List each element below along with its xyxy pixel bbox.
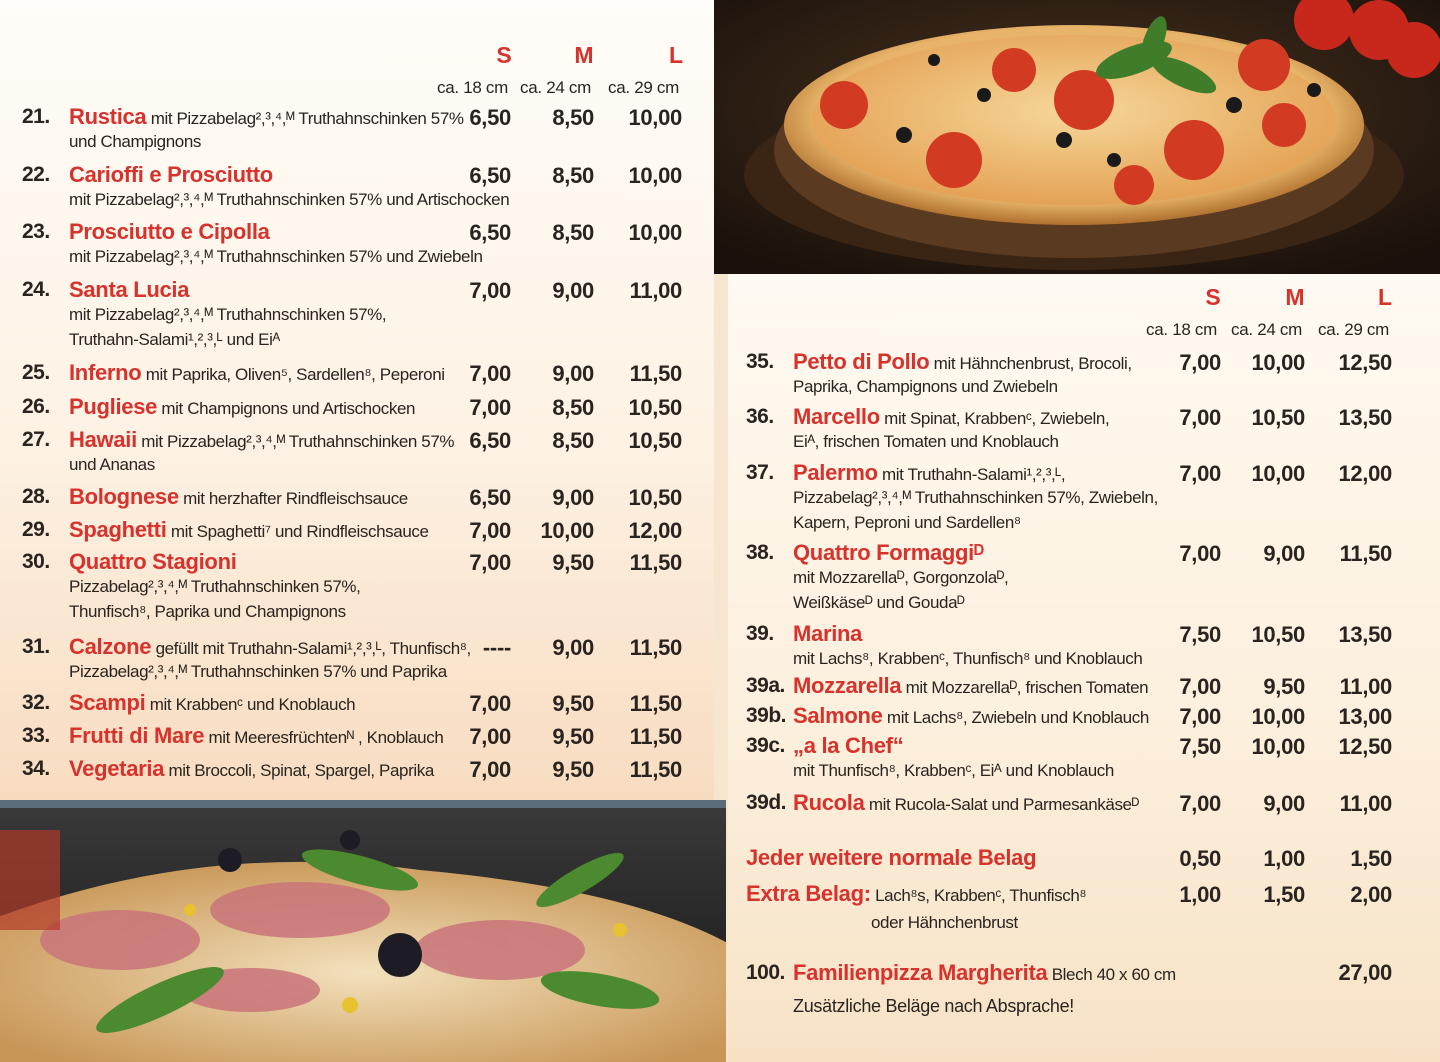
price-m: 10,00 [1251,734,1305,759]
price-s: 7,50 [1179,734,1221,759]
item-number: 37. [746,461,774,484]
item-name: Quattro Formaggiᴰ [793,540,984,565]
price-l: 12,00 [628,518,682,543]
item-number: 28. [22,485,50,508]
item-number: 25. [22,361,50,384]
item-title-line [69,549,237,575]
item-number: 39a. [746,674,785,697]
item-title-line [69,517,429,543]
item-description: mit Spaghetti⁷ und Rindfleischsauce [166,522,429,541]
item-title-line [69,104,464,130]
item-title-line [69,723,443,749]
item-name: Scampi [69,690,146,715]
item-number: 35. [746,350,774,373]
price-l: 10,00 [628,220,682,245]
item-title-line [69,756,434,782]
item-number: 33. [22,724,50,747]
item-description: mit Pizzabelag²,³,⁴,ᴹ Truthahnschinken 57% [146,109,464,128]
price-s: 7,00 [469,518,511,543]
item-description-line3: Truthahn-Salami¹,²,³,ᴸ und Eiᴬ [69,330,280,349]
item-description-line2: Pizzabelag²,³,⁴,ᴹ Truthahnschinken 57% und Paprika [69,662,447,681]
size-s-label: S [496,42,512,68]
price-s: 7,00 [469,691,511,716]
item-description: mit herzhafter Rindfleischsauce [178,489,408,508]
item-description: mit Mozzarellaᴰ, frischen Tomaten [901,678,1149,697]
price-l: 10,50 [628,395,682,420]
family-pizza-line [793,960,1176,986]
price-s: 7,00 [469,757,511,782]
size-m-cm-right: ca. 24 cm [1231,320,1302,339]
price-l: 12,00 [1338,461,1392,486]
item-number: 22. [22,163,50,186]
price-s: 7,00 [1179,405,1221,430]
item-title-line [793,703,1149,729]
price-m: 10,00 [1251,704,1305,729]
item-description: mit Broccoli, Spinat, Spargel, Paprika [164,761,434,780]
item-description: mit Truthahn-Salami¹,²,³,ᴸ, [877,465,1066,484]
item-description: mit Hähnchenbrust, Brocoli, [929,354,1132,373]
item-title-line [69,394,415,420]
item-title-line [793,733,903,759]
item-name: Inferno [69,360,142,385]
price-m: 8,50 [552,428,594,453]
item-name: Bolognese [69,484,179,509]
item-description-line2: mit Pizzabelag²,³,⁴,ᴹ Truthahnschinken 57%, [69,305,387,324]
size-l-label-right: L [1377,284,1393,310]
item-description-line3: Kapern, Peproni und Sardellen⁸ [793,513,1021,532]
price-l: 13,00 [1338,704,1392,729]
price-l: 10,50 [628,485,682,510]
item-description: mit Lachs⁸, Zwiebeln und Knoblauch [882,708,1149,727]
price-l: 11,50 [1339,541,1392,566]
price-s: ---- [482,635,511,660]
price-m: 9,50 [552,550,594,575]
extra-special-line [746,881,1086,907]
item-title-line [69,484,408,510]
item-name: Calzone [69,634,152,659]
item-number: 39b. [746,704,787,727]
extra-special-desc2: oder Hähnchenbrust [871,913,1018,932]
item-title-line [793,621,862,647]
item-name: Salmone [793,703,883,728]
price-l: 11,50 [629,757,682,782]
price-m: 9,00 [552,485,594,510]
price-l: 11,50 [629,361,682,386]
price-m: 9,50 [552,757,594,782]
price-m: 9,00 [1263,791,1305,816]
item-description-line2: mit Mozzarellaᴰ, Gorgonzolaᴰ, [793,568,1009,587]
item-description: mit Spinat, Krabbenᶜ, Zwiebeln, [879,409,1110,428]
price-s: 6,50 [469,485,511,510]
item-name: Hawaii [69,427,137,452]
price-s: 7,00 [469,550,511,575]
item-description: mit Champignons und Artischocken [157,399,416,418]
price-s: 7,00 [469,395,511,420]
family-pizza-name: Familienpizza Margherita [793,960,1048,985]
item-title-line [69,360,445,386]
item-name: Pugliese [69,394,158,419]
price-l: 12,50 [1338,350,1392,375]
size-m-label-right: M [1285,284,1305,310]
price-s: 7,00 [469,724,511,749]
price-s: 7,00 [1179,541,1221,566]
price-l: 11,00 [629,278,682,303]
pizza-photo-top [714,0,1440,274]
price-m: 8,50 [552,395,594,420]
price-m: 9,00 [552,278,594,303]
price-m: 10,50 [1251,622,1305,647]
item-number: 32. [22,691,50,714]
extra-topping-price-l: 1,50 [1350,846,1392,871]
item-title-line [793,673,1148,699]
item-title-line [793,349,1132,375]
price-m: 9,50 [552,724,594,749]
price-m: 10,00 [1251,350,1305,375]
item-title-line [793,540,984,566]
item-number: 29. [22,518,50,541]
item-number: 31. [22,635,50,658]
price-l: 11,50 [629,635,682,660]
price-s: 7,00 [1179,461,1221,486]
price-m: 8,50 [552,105,594,130]
price-l: 11,50 [629,691,682,716]
item-description-line2: mit Pizzabelag²,³,⁴,ᴹ Truthahnschinken 57% und Zwiebeln [69,247,483,266]
price-s: 6,50 [469,220,511,245]
item-title-line [69,427,454,453]
item-number: 21. [22,105,50,128]
price-m: 9,00 [1263,541,1305,566]
extra-topping-label: Jeder weitere normale Belag [746,845,1037,870]
item-number: 39d. [746,791,787,814]
item-name: Marina [793,621,863,646]
item-description-line2: und Ananas [69,455,155,474]
item-title-line [793,404,1109,430]
size-s-label-right: S [1205,284,1221,310]
size-m-label: M [574,42,594,68]
item-number: 24. [22,278,50,301]
price-s: 7,00 [469,361,511,386]
item-description: mit Krabbenᶜ und Knoblauch [145,695,356,714]
price-s: 6,50 [469,105,511,130]
item-title-line [793,460,1065,486]
price-s: 7,00 [1179,791,1221,816]
extra-special-price-s: 1,00 [1179,882,1221,907]
price-m: 9,50 [1263,674,1305,699]
size-l-cm-right: ca. 29 cm [1318,320,1389,339]
item-name: Frutti di Mare [69,723,205,748]
item-number: 26. [22,395,50,418]
item-title-line [69,690,355,716]
item-title-line [69,634,471,660]
price-l: 13,50 [1338,405,1392,430]
item-number: 39c. [746,734,785,757]
price-s: 7,00 [469,278,511,303]
price-m: 10,00 [540,518,594,543]
item-number: 36. [746,405,774,428]
item-description-line2: Paprika, Champignons und Zwiebeln [793,377,1058,396]
item-name: Santa Lucia [69,277,190,302]
price-m: 10,50 [1251,405,1305,430]
item-description-line2: Pizzabelag²,³,⁴,ᴹ Truthahnschinken 57%, Zwiebeln, [793,488,1158,507]
item-description: mit Pizzabelag²,³,⁴,ᴹ Truthahnschinken 57% [136,432,455,451]
price-l: 13,50 [1338,622,1392,647]
item-name: Quattro Stagioni [69,549,237,574]
item-description: mit Rucola-Salat und Parmesankäseᴰ [864,795,1139,814]
item-name: Rustica [69,104,147,129]
item-description-line2: Pizzabelag²,³,⁴,ᴹ Truthahnschinken 57%, [69,577,361,596]
item-number: 23. [22,220,50,243]
item-description-line3: Weißkäseᴰ und Goudaᴰ [793,593,965,612]
family-pizza-number: 100. [746,961,785,984]
item-description-line2: mit Thunfisch⁸, Krabbenᶜ, Eiᴬ und Knoblauch [793,761,1114,780]
price-s: 7,00 [1179,704,1221,729]
price-l: 11,00 [1339,674,1392,699]
size-s-cm-right: ca. 18 cm [1146,320,1217,339]
price-s: 7,50 [1179,622,1221,647]
item-name: Mozzarella [793,673,902,698]
price-l: 10,00 [628,105,682,130]
price-s: 7,00 [1179,350,1221,375]
item-description: mit Meeresfrüchtenᴺ , Knoblauch [204,728,444,747]
size-l-label: L [668,42,684,68]
item-description-line3: Thunfisch⁸, Paprika und Champignons [69,602,346,621]
price-m: 9,00 [552,635,594,660]
item-name: Marcello [793,404,880,429]
price-l: 10,50 [628,428,682,453]
pizza-photo-bottom [0,800,726,1062]
item-name: Petto di Pollo [793,349,930,374]
price-s: 6,50 [469,163,511,188]
item-description-line2: mit Pizzabelag²,³,⁴,ᴹ Truthahnschinken 57% und Artischocken [69,190,510,209]
item-number: 39. [746,622,774,645]
item-description: mit Paprika, Oliven⁵, Sardellen⁸, Peperoni [141,365,445,384]
item-name: „a la Chef“ [793,733,904,758]
item-description: gefüllt mit Truthahn-Salami¹,²,³,ᴸ, Thunfisch⁸, [151,639,471,658]
item-title-line [69,219,270,245]
price-m: 10,00 [1251,461,1305,486]
item-description-line2: mit Lachs⁸, Krabbenᶜ, Thunfisch⁸ und Knoblauch [793,649,1143,668]
item-name: Carioffi e Prosciutto [69,162,273,187]
price-m: 9,50 [552,691,594,716]
item-number: 27. [22,428,50,451]
size-m-cm: ca. 24 cm [520,78,591,97]
item-title-line [793,790,1139,816]
item-name: Rucola [793,790,865,815]
price-l: 11,50 [629,550,682,575]
item-name: Vegetaria [69,756,165,781]
item-name: Spaghetti [69,517,167,542]
family-pizza-note: Zusätzliche Beläge nach Absprache! [793,996,1074,1016]
extra-special-price-l: 2,00 [1350,882,1392,907]
price-l: 11,00 [1339,791,1392,816]
item-number: 34. [22,757,50,780]
item-name: Palermo [793,460,878,485]
item-name: Prosciutto e Cipolla [69,219,270,244]
price-m: 8,50 [552,163,594,188]
price-s: 7,00 [1179,674,1221,699]
extra-topping-price-s: 0,50 [1179,846,1221,871]
item-title-line [69,162,273,188]
extra-special-label: Extra Belag: [746,881,871,906]
family-pizza-price: 27,00 [1338,960,1392,985]
size-l-cm: ca. 29 cm [608,78,679,97]
family-pizza-desc: Blech 40 x 60 cm [1047,965,1176,984]
item-number: 30. [22,550,50,573]
item-description-line2: Eiᴬ, frischen Tomaten und Knoblauch [793,432,1059,451]
price-m: 8,50 [552,220,594,245]
price-s: 6,50 [469,428,511,453]
extra-special-price-m: 1,50 [1263,882,1305,907]
price-l: 11,50 [629,724,682,749]
price-m: 9,00 [552,361,594,386]
extra-special-desc: Lach⁸s, Krabbenᶜ, Thunfisch⁸ [870,886,1087,905]
item-title-line [69,277,189,303]
item-description-line2: und Champignons [69,132,201,151]
price-l: 10,00 [628,163,682,188]
item-number: 38. [746,541,774,564]
size-s-cm: ca. 18 cm [437,78,508,97]
extra-topping-price-m: 1,00 [1263,846,1305,871]
price-l: 12,50 [1338,734,1392,759]
